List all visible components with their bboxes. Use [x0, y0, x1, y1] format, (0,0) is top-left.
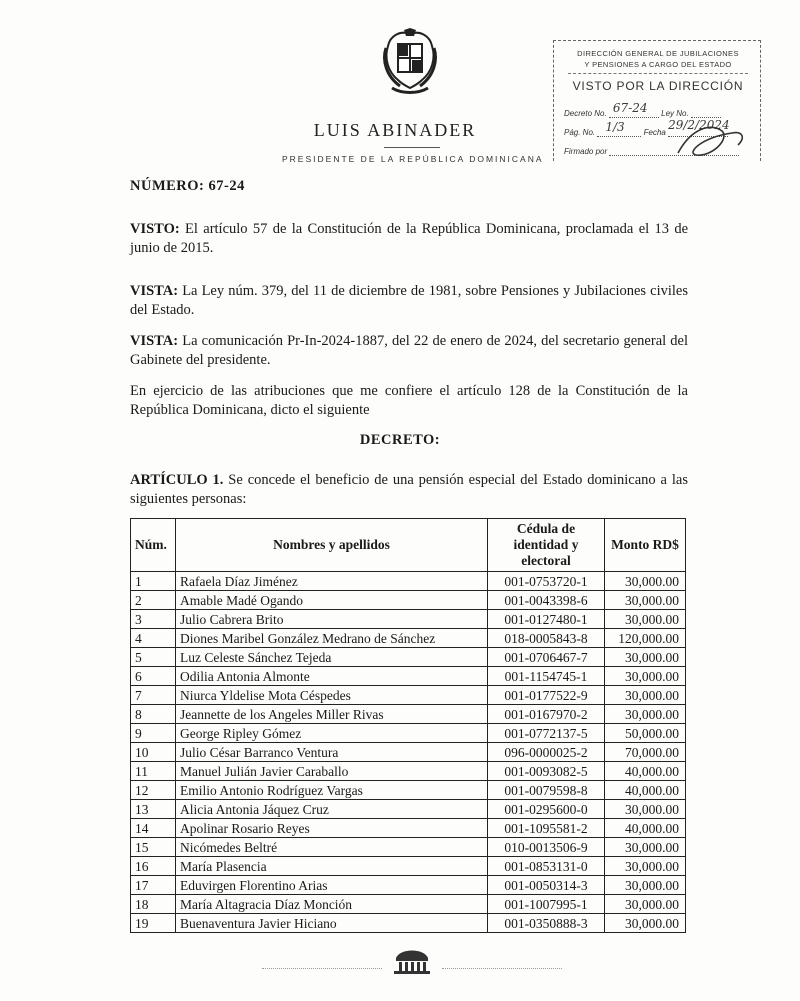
stamp-fecha-value: 29/2/2024	[668, 118, 730, 132]
row-cedula: 001-0079598-8	[488, 781, 605, 800]
articulo-1-text: Se concede el beneficio de una pensión especial del Estado dominicano a las siguientes personas:	[130, 472, 688, 507]
row-num: 11	[131, 762, 176, 781]
signature-scribble-icon	[672, 117, 752, 161]
row-cedula: 001-1007995-1	[488, 895, 605, 914]
row-cedula: 001-0093082-5	[488, 762, 605, 781]
visto-label: VISTO:	[130, 221, 180, 237]
table-row	[131, 629, 686, 648]
header-divider	[384, 147, 440, 148]
row-cedula: 001-0043398-6	[488, 591, 605, 610]
header-name: Nombres y apellidos	[176, 519, 488, 572]
row-cedula: 096-0000025-2	[488, 743, 605, 762]
row-name: Diones Maribel González Medrano de Sánchez	[176, 629, 488, 648]
row-num: 10	[131, 743, 176, 762]
vista-label-1: VISTA:	[130, 283, 179, 299]
stamp-decreto-label: Decreto No.	[564, 109, 607, 118]
stamp-line-1: DIRECCIÓN GENERAL DE JUBILACIONES	[577, 49, 739, 58]
row-monto: 30,000.00	[605, 800, 686, 819]
table-row	[131, 610, 686, 629]
row-monto: 30,000.00	[605, 591, 686, 610]
row-monto: 30,000.00	[605, 857, 686, 876]
row-num: 12	[131, 781, 176, 800]
row-num: 5	[131, 648, 176, 667]
row-monto: 30,000.00	[605, 876, 686, 895]
table-row	[131, 648, 686, 667]
stamp-ley-label: Ley No.	[661, 109, 689, 118]
table-row	[131, 686, 686, 705]
table-row	[131, 762, 686, 781]
footer-rule-right	[442, 968, 562, 969]
header-monto: Monto RD$	[605, 519, 686, 572]
row-monto: 30,000.00	[605, 648, 686, 667]
table-row	[131, 591, 686, 610]
row-num: 4	[131, 629, 176, 648]
visto-paragraph	[130, 220, 688, 258]
articulo-1-label: ARTÍCULO 1.	[130, 472, 224, 488]
row-monto: 30,000.00	[605, 667, 686, 686]
table-row	[131, 705, 686, 724]
decreto-heading: DECRETO:	[359, 432, 441, 448]
row-num: 8	[131, 705, 176, 724]
vista-text-2: La comunicación Pr-In-2024-1887, del 22 de enero de 2024, del secretario general del Gabinete del presidente.	[130, 333, 689, 368]
row-name: Jeannette de los Angeles Miller Rivas	[176, 705, 488, 724]
row-num: 14	[131, 819, 176, 838]
stamp-pag-label: Pág. No.	[564, 128, 596, 137]
review-stamp	[553, 40, 761, 161]
row-name: Eduvirgen Florentino Arias	[176, 876, 488, 895]
row-cedula: 001-1095581-2	[488, 819, 605, 838]
row-monto: 40,000.00	[605, 819, 686, 838]
row-cedula: 001-0772137-5	[488, 724, 605, 743]
row-num: 6	[131, 667, 176, 686]
row-monto: 30,000.00	[605, 895, 686, 914]
row-name: Manuel Julián Javier Caraballo	[176, 762, 488, 781]
stamp-pag-value: 1/3	[605, 120, 625, 134]
row-monto: 30,000.00	[605, 838, 686, 857]
stamp-decreto-value: 67-24	[612, 101, 648, 115]
row-name: Nicómedes Beltré	[176, 838, 488, 857]
articulo-1-paragraph	[130, 471, 688, 509]
row-cedula: 001-0167970-2	[488, 705, 605, 724]
row-monto: 30,000.00	[605, 610, 686, 629]
row-cedula: 001-0753720-1	[488, 572, 605, 591]
row-monto: 50,000.00	[605, 724, 686, 743]
row-num: 7	[131, 686, 176, 705]
stamp-line-2: Y PENSIONES A CARGO DEL ESTADO	[584, 60, 732, 69]
row-num: 13	[131, 800, 176, 819]
visto-text: El artículo 57 de la Constitución de la República Dominicana, proclamada el 13 de junio de 2015.	[130, 221, 689, 256]
table-row	[131, 895, 686, 914]
row-cedula: 001-0127480-1	[488, 610, 605, 629]
row-num: 9	[131, 724, 176, 743]
row-cedula: 001-0050314-3	[488, 876, 605, 895]
row-name: Odilia Antonia Almonte	[176, 667, 488, 686]
row-num: 19	[131, 914, 176, 933]
pension-table	[130, 518, 686, 933]
row-name: María Altagracia Díaz Monción	[176, 895, 488, 914]
row-name: Amable Madé Ogando	[176, 591, 488, 610]
row-num: 3	[131, 610, 176, 629]
row-monto: 30,000.00	[605, 686, 686, 705]
ejercicio-paragraph: En ejercicio de las atribuciones que me confiere el artículo 128 de la Constitución de la República Dominicana, dicto el siguiente	[130, 383, 688, 418]
row-cedula: 010-0013506-9	[488, 838, 605, 857]
vista-paragraph-2	[130, 332, 688, 370]
header-cedula: Cédula de identidad y electoral	[488, 519, 605, 572]
row-monto: 40,000.00	[605, 762, 686, 781]
row-num: 16	[131, 857, 176, 876]
row-cedula: 001-0350888-3	[488, 914, 605, 933]
stamp-divider	[568, 73, 748, 74]
row-cedula: 001-0295600-0	[488, 800, 605, 819]
row-cedula: 001-0706467-7	[488, 648, 605, 667]
table-row	[131, 857, 686, 876]
row-num: 15	[131, 838, 176, 857]
stamp-fecha-label: Fecha	[643, 128, 666, 137]
row-name: Apolinar Rosario Reyes	[176, 819, 488, 838]
vista-text-1: La Ley núm. 379, del 11 de diciembre de 1981, sobre Pensiones y Jubilaciones civiles del Estado.	[130, 283, 689, 318]
row-num: 18	[131, 895, 176, 914]
coat-of-arms-icon	[378, 28, 442, 94]
table-row	[131, 914, 686, 933]
row-name: Rafaela Díaz Jiménez	[176, 572, 488, 591]
table-header-row	[131, 519, 686, 572]
row-monto: 120,000.00	[605, 629, 686, 648]
table-row	[131, 743, 686, 762]
table-row	[131, 819, 686, 838]
row-name: Luz Celeste Sánchez Tejeda	[176, 648, 488, 667]
footer-rule-left	[262, 968, 382, 969]
table-row	[131, 838, 686, 857]
decree-number: NÚMERO: 67-24	[130, 178, 245, 194]
row-monto: 30,000.00	[605, 705, 686, 724]
table-row	[131, 800, 686, 819]
president-name: LUIS ABINADER	[313, 120, 477, 140]
table-row	[131, 724, 686, 743]
row-name: Niurca Yldelise Mota Céspedes	[176, 686, 488, 705]
row-num: 2	[131, 591, 176, 610]
row-num: 17	[131, 876, 176, 895]
row-name: Alicia Antonia Jáquez Cruz	[176, 800, 488, 819]
row-name: George Ripley Gómez	[176, 724, 488, 743]
row-name: María Plasencia	[176, 857, 488, 876]
row-monto: 40,000.00	[605, 781, 686, 800]
header-num: Núm.	[131, 519, 176, 572]
row-cedula: 001-0177522-9	[488, 686, 605, 705]
row-cedula: 001-0853131-0	[488, 857, 605, 876]
table-row	[131, 876, 686, 895]
row-name: Julio César Barranco Ventura	[176, 743, 488, 762]
table-row	[131, 781, 686, 800]
stamp-visto: VISTO POR LA DIRECCIÓN	[572, 79, 744, 93]
table-row	[131, 667, 686, 686]
president-title: PRESIDENTE DE LA REPÚBLICA DOMINICANA	[282, 154, 544, 164]
vista-paragraph-1	[130, 282, 688, 320]
row-name: Julio Cabrera Brito	[176, 610, 488, 629]
table-row	[131, 572, 686, 591]
row-cedula: 018-0005843-8	[488, 629, 605, 648]
row-monto: 30,000.00	[605, 572, 686, 591]
row-name: Buenaventura Javier Hiciano	[176, 914, 488, 933]
footer-building-icon	[392, 944, 432, 974]
row-name: Emilio Antonio Rodríguez Vargas	[176, 781, 488, 800]
stamp-firmado-label: Firmado por	[564, 147, 608, 156]
row-num: 1	[131, 572, 176, 591]
row-cedula: 001-1154745-1	[488, 667, 605, 686]
vista-label-2: VISTA:	[130, 333, 179, 349]
row-monto: 30,000.00	[605, 914, 686, 933]
row-monto: 70,000.00	[605, 743, 686, 762]
